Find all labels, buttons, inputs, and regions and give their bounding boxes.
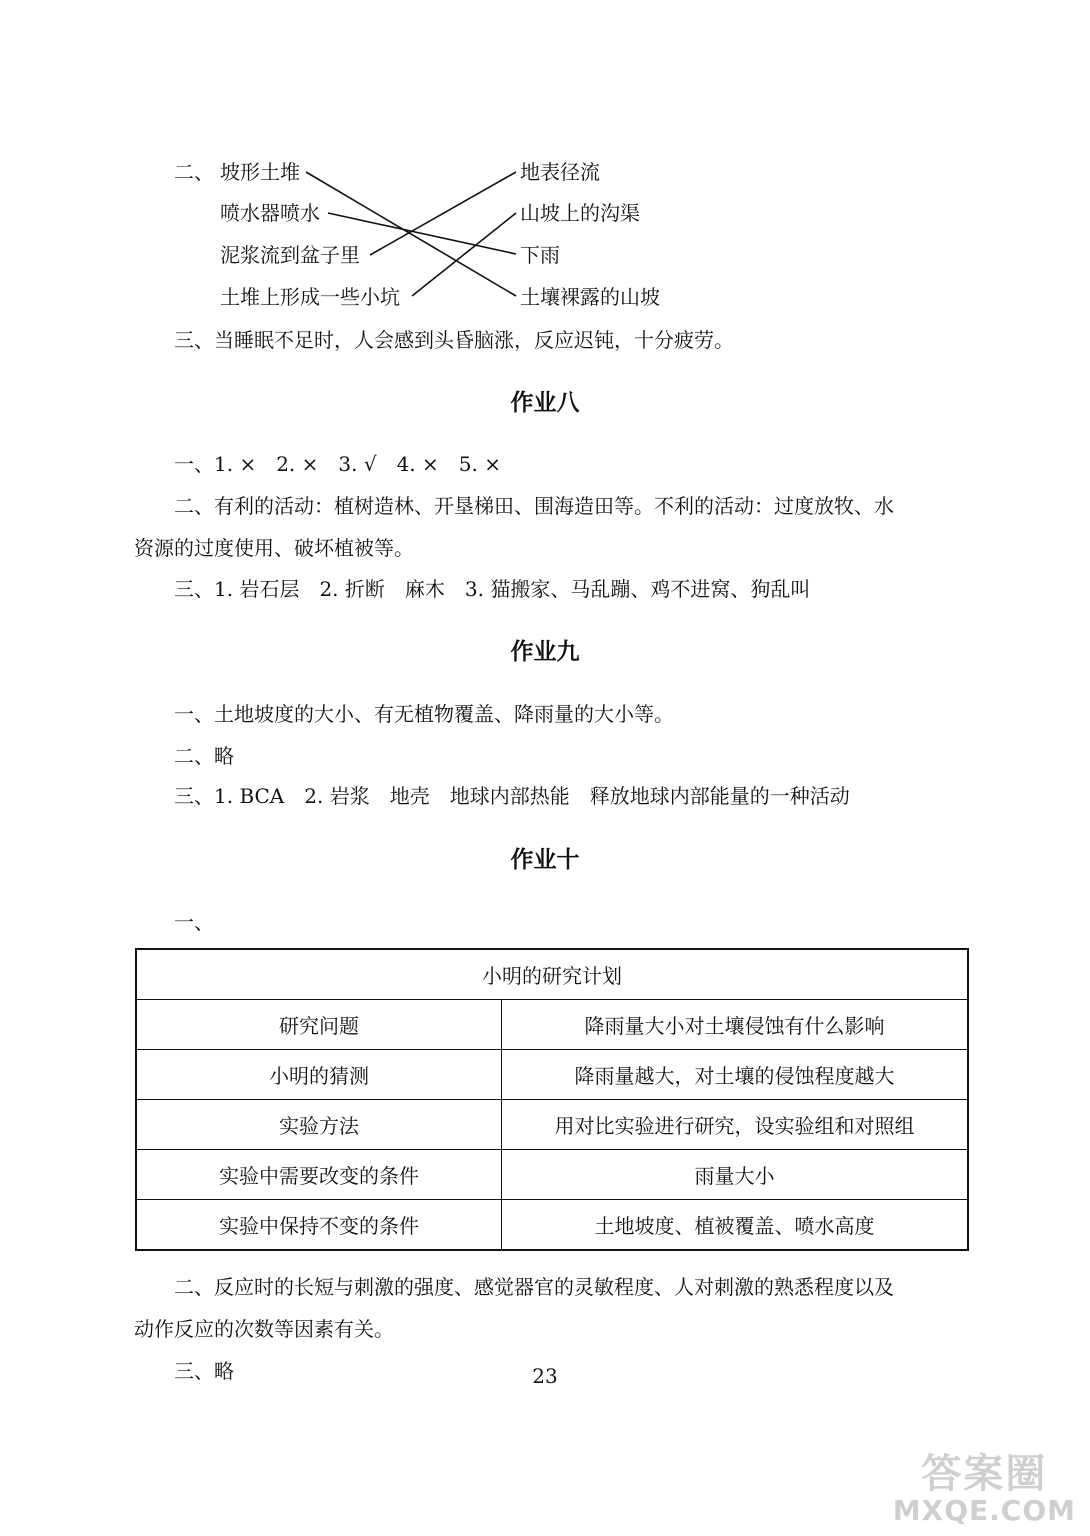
table-cell-label: 实验中保持不变的条件: [136, 1200, 502, 1251]
q2-text-continued: 资源的过度使用、破坏植被等。: [134, 536, 414, 560]
match-line: [412, 213, 516, 296]
page-number: 23: [532, 1364, 558, 1388]
table-row: [136, 1000, 968, 1050]
q2-text: 二、略: [174, 744, 234, 768]
table-cell-value: 用对比实验进行研究，设实验组和对照组: [502, 1100, 969, 1150]
section-title: 作业九: [510, 639, 580, 665]
table-cell-value: 降雨量大小对土壤侵蚀有什么影响: [502, 1000, 969, 1050]
watermark-logo: [893, 1452, 1076, 1526]
match-right-item: 土壤裸露的山坡: [520, 285, 660, 309]
table-row: [136, 1050, 968, 1100]
section-title: 作业十: [510, 847, 580, 873]
watermark-site-text: MXQE.COM: [892, 1494, 1076, 1527]
q2-text-continued: 动作反应的次数等因素有关。: [134, 1317, 394, 1341]
section-title: 作业八: [510, 390, 580, 416]
matching-lines: [0, 0, 1090, 320]
table-caption: 小明的研究计划: [136, 949, 968, 1000]
q1-text: 一、土地坡度的大小、有无植物覆盖、降雨量的大小等。: [174, 702, 674, 726]
table-cell-label: 实验中需要改变的条件: [136, 1150, 502, 1200]
table-row: [136, 1150, 968, 1200]
match-right-item: 地表径流: [520, 160, 600, 184]
q2-text: 二、有利的活动：植树造林、开垦梯田、围海造田等。不利的活动：过度放牧、水: [174, 494, 894, 518]
match-line: [370, 172, 516, 255]
table-row: [136, 1100, 968, 1150]
table-cell-value: 降雨量越大，对土壤的侵蚀程度越大: [502, 1050, 969, 1100]
table-cell-label: 研究问题: [136, 1000, 502, 1050]
q2-text: 二、反应时的长短与刺激的强度、感觉器官的灵敏程度、人对刺激的熟悉程度以及: [174, 1275, 894, 1299]
table-cell-label: 实验方法: [136, 1100, 502, 1150]
match-left-item: 喷水器喷水: [220, 201, 320, 225]
q3-text: 三、1. BCA 2. 岩浆 地壳 地球内部热能 释放地球内部能量的一种活动: [174, 784, 850, 808]
match-left-item: 泥浆流到盆子里: [220, 243, 360, 267]
q3-text: 三、略: [174, 1359, 234, 1383]
match-left-item: 土堆上形成一些小坑: [220, 285, 400, 309]
match-right-item: 下雨: [520, 243, 560, 267]
q3-text: 三、1. 岩石层 2. 折断 麻木 3. 猫搬家、马乱蹦、鸡不进窝、狗乱叫: [174, 577, 811, 601]
research-plan-table: [135, 948, 969, 1251]
table-cell-label: 小明的猜测: [136, 1050, 502, 1100]
match-right-item: 山坡上的沟渠: [520, 201, 640, 225]
table-cell-value: 土地坡度、植被覆盖、喷水高度: [502, 1200, 969, 1251]
match-left-item: 坡形土堆: [220, 160, 300, 184]
table-cell-value: 雨量大小: [502, 1150, 969, 1200]
q2-label: 二、: [174, 160, 214, 184]
q1-text: 一、1. × 2. × 3. √ 4. × 5. ×: [174, 452, 501, 476]
q1-label: 一、: [174, 910, 214, 934]
table-row: [136, 1200, 968, 1251]
watermark-logo-text: 答案圈: [921, 1451, 1048, 1497]
match-line: [328, 213, 516, 254]
q3-text: 三、当睡眠不足时，人会感到头昏脑涨，反应迟钝，十分疲劳。: [174, 328, 734, 352]
table-caption-row: [136, 949, 968, 1000]
